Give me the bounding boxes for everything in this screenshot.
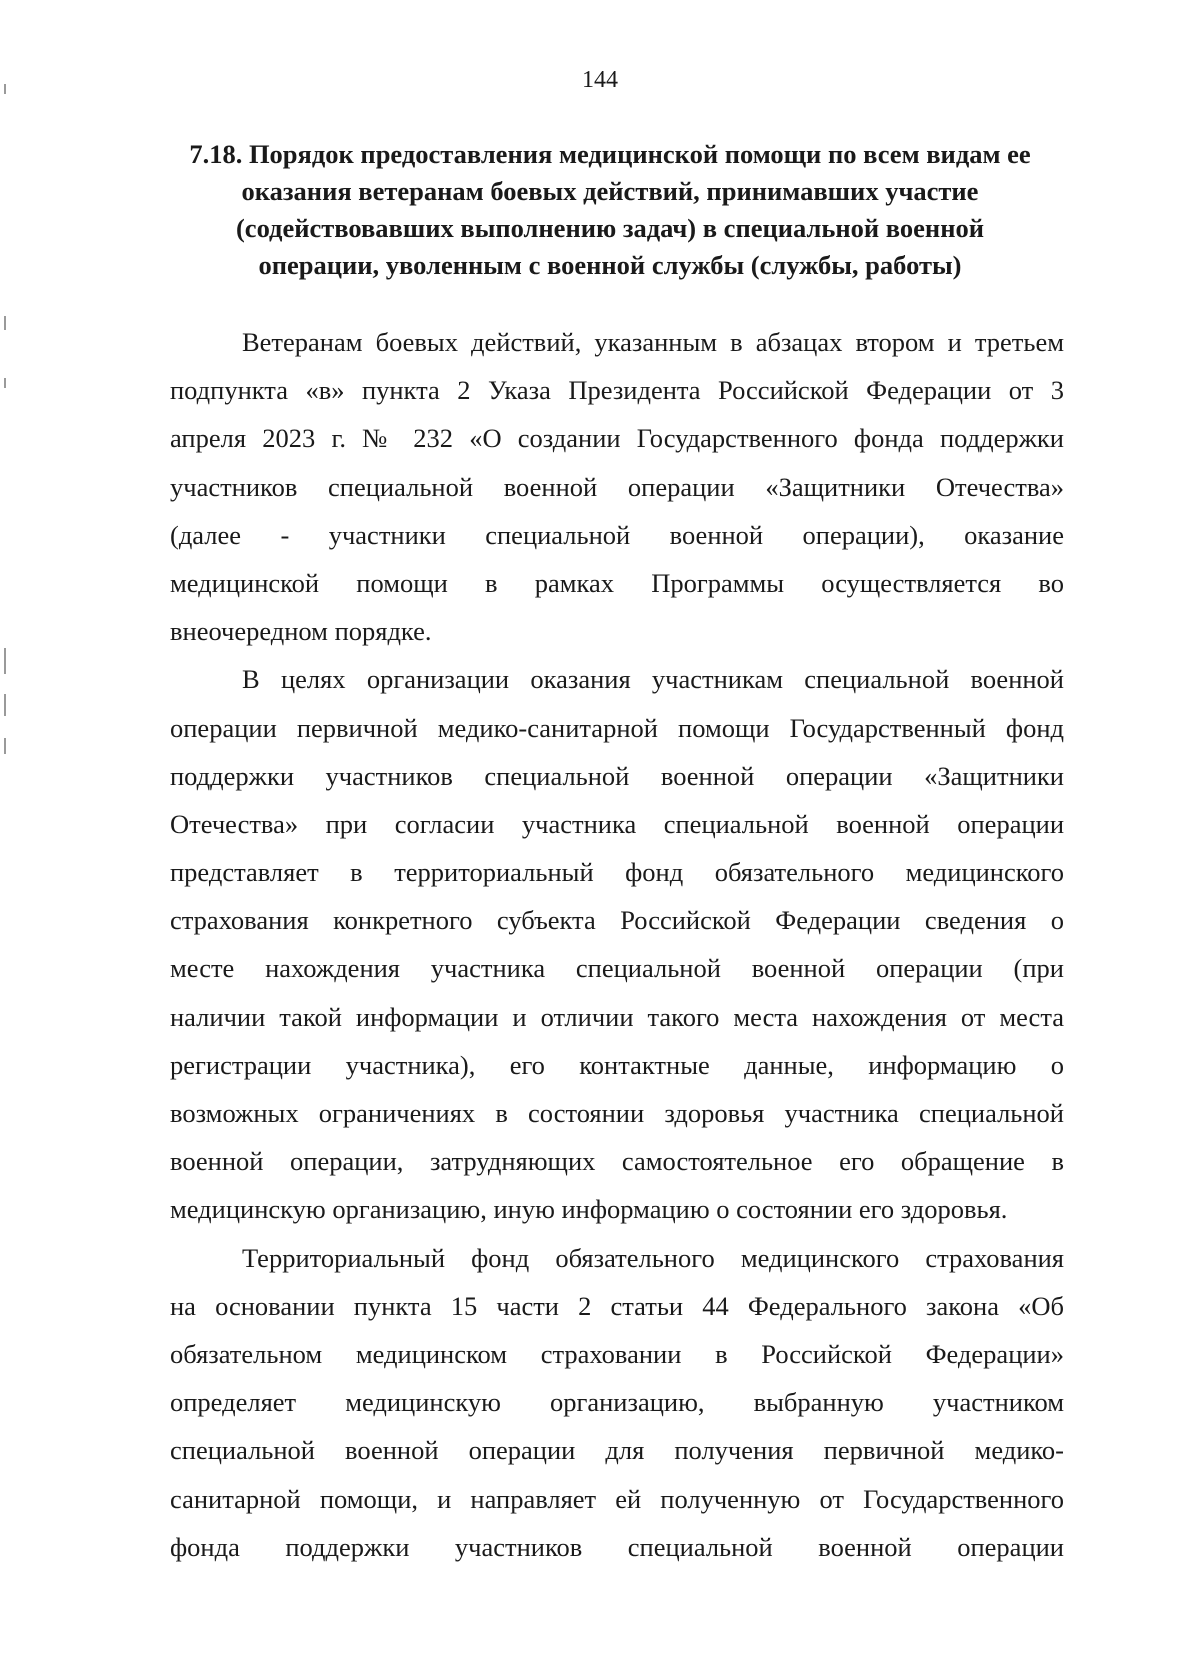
text-line: участников специальной военной операции «Защитники Отечества»: [170, 471, 1064, 502]
scan-edge-mark: [4, 316, 6, 330]
text-line: Территориальный фонд обязательного медицинского страхования: [242, 1242, 1064, 1273]
text-line: фонда поддержки участников специальной военной операции: [170, 1531, 1064, 1562]
paragraph: [170, 1234, 1064, 1571]
text-line: на основании пункта 15 части 2 статьи 44 Федерального закона «Об: [170, 1290, 1064, 1321]
text-line: медицинской помощи в рамках Программы осуществляется во: [170, 567, 1064, 598]
text-line: поддержки участников специальной военной операции «Защитники: [170, 760, 1064, 791]
paragraph: [170, 318, 1064, 655]
text-line: операции первичной медико-санитарной помощи Государственный фонд: [170, 712, 1064, 743]
heading-line: (содействовавших выполнению задач) в специальной военной: [235, 213, 984, 243]
text-line: месте нахождения участника специальной военной операции (при: [170, 953, 1064, 984]
text-line: специальной военной операции для получения первичной медико-: [170, 1435, 1064, 1466]
text-line: (далее - участники специальной военной операции), оказание: [170, 519, 1064, 550]
text-line: медицинскую организацию, иную информацию о состоянии его здоровья.: [170, 1194, 1008, 1225]
section-heading: [160, 136, 1060, 284]
text-line: возможных ограничениях в состоянии здоровья участника специальной: [170, 1098, 1064, 1128]
heading-line: 7.18. Порядок предоставления медицинской помощи по всем видам ее: [189, 139, 1031, 169]
scan-edge-mark: [4, 648, 6, 674]
scan-edge-mark: [4, 738, 6, 754]
page-number: 144: [582, 67, 618, 93]
text-line: внеочередном порядке.: [170, 616, 432, 647]
text-line: подпункта «в» пункта 2 Указа Президента Российской Федерации от 3: [170, 375, 1064, 406]
paragraph: [170, 655, 1064, 1233]
text-line: страхования конкретного субъекта Российской Федерации сведения о: [170, 905, 1064, 936]
text-line: определяет медицинскую организацию, выбранную участником: [170, 1387, 1064, 1418]
scan-edge-mark: [4, 694, 6, 716]
body-text: [170, 318, 1064, 1571]
text-line: представляет в территориальный фонд обязательного медицинского: [170, 857, 1064, 888]
text-line: В целях организации оказания участникам специальной военной: [242, 664, 1064, 695]
text-line: Ветеранам боевых действий, указанным в абзацах втором и третьем: [242, 327, 1064, 357]
heading-line: операции, уволенным с военной службы (службы, работы): [258, 250, 962, 280]
text-line: регистрации участника), его контактные данные, информацию о: [170, 1049, 1064, 1080]
text-line: санитарной помощи, и направляет ей полученную от Государственного: [170, 1483, 1064, 1514]
text-line: обязательном медицинском страховании в Российской Федерации»: [170, 1338, 1064, 1369]
text-line: Отечества» при согласии участника специальной военной операции: [170, 808, 1064, 839]
heading-line: оказания ветеранам боевых действий, принимавших участие: [241, 176, 979, 206]
scan-edge-mark: [4, 378, 6, 388]
text-line: апреля 2023 г. № 232 «О создании Государственного фонда поддержки: [170, 423, 1064, 454]
text-line: военной операции, затрудняющих самостоятельное его обращение в: [170, 1146, 1064, 1177]
text-line: наличии такой информации и отличии такого места нахождения от места: [170, 1001, 1064, 1032]
